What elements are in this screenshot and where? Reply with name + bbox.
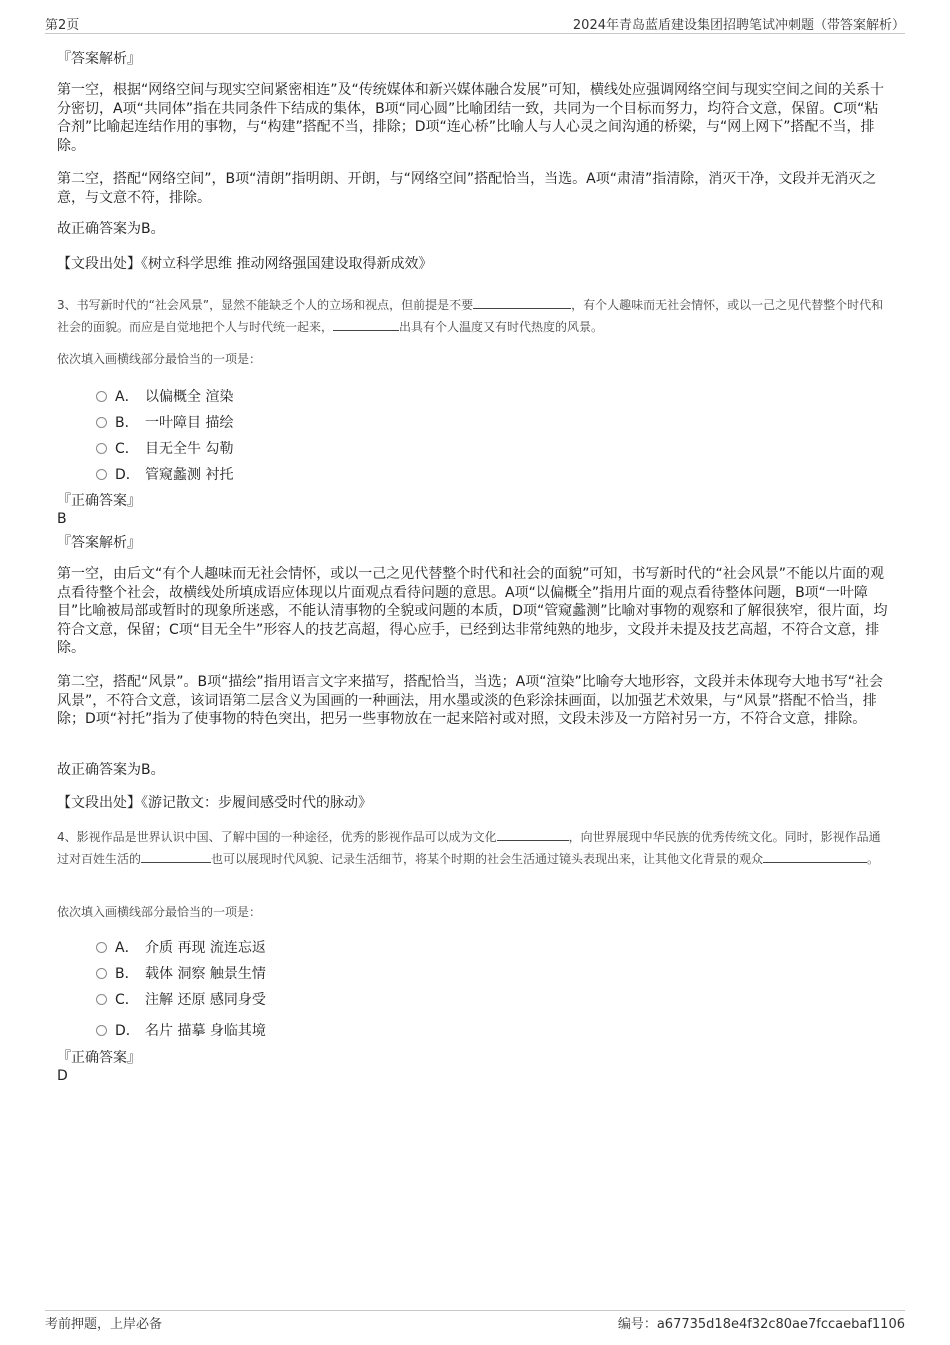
document-title: 2024年青岛蓝盾建设集团招聘笔试冲刺题（带答案解析） — [572, 18, 905, 33]
q4-instruction: 依次填入画横线部分最恰当的一项是： — [57, 905, 262, 919]
q4-answer-label: 『正确答案』 — [57, 1050, 141, 1066]
q4-stem-part2: ，向世界展现中华民族的优秀传统文化。同时，影视作品通过对百姓生活的 — [57, 830, 881, 866]
q4-stem-part3: 也可以展现时代风貌、记录生活细节，将某个时期的社会生活通过镜头表现出来，让其他文化背景的观众 — [211, 852, 764, 866]
radio-icon[interactable] — [96, 417, 107, 428]
q3-answer: B — [57, 511, 67, 527]
q4-option-a[interactable]: A． 介质 再现 流连忘返 — [96, 937, 266, 957]
q3-source: 【文段出处】《游记散文：步履间感受时代的脉动》 — [57, 795, 372, 811]
q3-answer-label: 『正确答案』 — [57, 493, 141, 509]
q2-source: 【文段出处】《树立科学思维 推动网络强国建设取得新成效》 — [57, 256, 433, 272]
q3-blank-2 — [333, 318, 399, 331]
radio-icon[interactable] — [96, 443, 107, 454]
radio-icon[interactable] — [96, 469, 107, 480]
q3-analysis-label: 『答案解析』 — [57, 535, 141, 551]
q3-blank-1 — [473, 296, 571, 309]
q3-option-b[interactable]: B． 一叶障目 描绘 — [96, 412, 233, 432]
q3-stem — [57, 294, 892, 338]
q4-blank-2 — [141, 850, 211, 863]
q4-option-d[interactable]: D． 名片 描摹 身临其境 — [96, 1020, 266, 1040]
footer-divider — [45, 1310, 905, 1311]
q3-option-c[interactable]: C． 目无全牛 勾勒 — [96, 438, 233, 458]
q3-instruction: 依次填入画横线部分最恰当的一项是： — [57, 352, 262, 366]
radio-icon[interactable] — [96, 994, 107, 1005]
radio-icon[interactable] — [96, 968, 107, 979]
q4-blank-1 — [497, 828, 569, 841]
radio-icon[interactable] — [96, 391, 107, 402]
q3-analysis-para1: 第一空，由后文“有个人趣味而无社会情怀，或以一己之见代替整个时代和社会的面貌”可知，书写新时代的“社会风景”不能以片面的观点看待整个社会，故横线处所填成语应体现以片面观点看待问题的意思。A项“以偏概全”指用片面的观点看待整体问题，B项“一叶障目”比喻被局部或暂时的现象所迷惑，不能认清事物的全貌或问题的本质，D项“管窥蠡测”比喻对事物的观察和了解很狭窄，很片面，均符合文意，保留；C项“目无全牛”形容人的技艺高超，得心应手，已经到达非常纯熟的地步，文段并未提及技艺高超，不符合文意，排除。 — [57, 566, 888, 656]
q4-option-c[interactable]: C． 注解 还原 感同身受 — [96, 989, 266, 1009]
radio-icon[interactable] — [96, 1025, 107, 1036]
q3-option-d[interactable]: D． 管窥蠡测 衬托 — [96, 464, 233, 484]
q3-stem-part2: ，有个人趣味而无社会情怀，或以一己之见代替整个时代和社会的面貌。而应是自觉地把个人与时代统一起来， — [57, 298, 884, 334]
q3-option-a[interactable]: A． 以偏概全 渲染 — [96, 386, 233, 406]
q3-conclusion: 故正确答案为B。 — [57, 762, 165, 778]
radio-icon[interactable] — [96, 942, 107, 953]
q2-conclusion: 故正确答案为B。 — [57, 221, 165, 237]
q4-stem-part1: 4、影视作品是世界认识中国、了解中国的一种途径，优秀的影视作品可以成为文化 — [57, 830, 497, 844]
q3-stem-part1: 3、书写新时代的“社会风景”，显然不能缺乏个人的立场和视点，但前提是不要 — [57, 298, 474, 312]
q3-stem-part3: 出具有个人温度又有时代热度的风景。 — [399, 320, 604, 334]
q2-analysis-para2: 第二空，搭配“网络空间”，B项“清朗”指明朗、开朗，与“网络空间”搭配恰当，当选。A项“肃清”指清除，消灭干净，文段并无消灭之意，与文意不符，排除。 — [57, 171, 877, 206]
q2-analysis-label: 『答案解析』 — [57, 51, 141, 67]
header-divider — [45, 33, 905, 34]
footer-slogan: 考前押题，上岸必备 — [45, 1317, 163, 1332]
q4-answer: D — [57, 1068, 68, 1084]
q2-analysis-para1: 第一空，根据“网络空间与现实空间紧密相连”及“传统媒体和新兴媒体融合发展”可知，横线处应强调网络空间与现实空间之间的关系十分密切，A项“共同体”指在共同条件下结成的集体，B项“同心圆”比喻团结一致，共同为一个目标而努力，均符合文意，保留。C项“粘合剂”比喻起连结作用的事物，与“构建”搭配不当，排除；D项“连心桥”比喻人与人心灵之间沟通的桥梁，与“网上网下”搭配不当，排除。 — [57, 82, 885, 154]
page-header — [45, 14, 905, 34]
q4-stem — [57, 826, 892, 870]
q3-analysis-para2: 第二空，搭配“风景”。B项“描绘”指用语言文字来描写，搭配恰当，当选；A项“渲染”比喻夸大地形容，文段并未体现夸大地书写“社会风景”，不符合文意，该词语第二层含义为国画的一种画法，用水墨或淡的色彩涂抹画面，以加强艺术效果，与“风景”搭配不恰当，排除；D项“衬托”指为了使事物的特色突出，把另一些事物放在一起来陪衬或对照，文段未涉及一方陪衬另一方，不符合文意，排除。 — [57, 674, 883, 727]
page-number: 第2页 — [45, 18, 80, 33]
q4-option-b[interactable]: B． 载体 洞察 触景生情 — [96, 963, 266, 983]
q4-stem-part4: 。 — [867, 852, 880, 866]
q4-blank-3 — [763, 850, 867, 863]
document-id: 编号：a67735d18e4f32c80ae7fccaebaf1106 — [617, 1317, 905, 1332]
